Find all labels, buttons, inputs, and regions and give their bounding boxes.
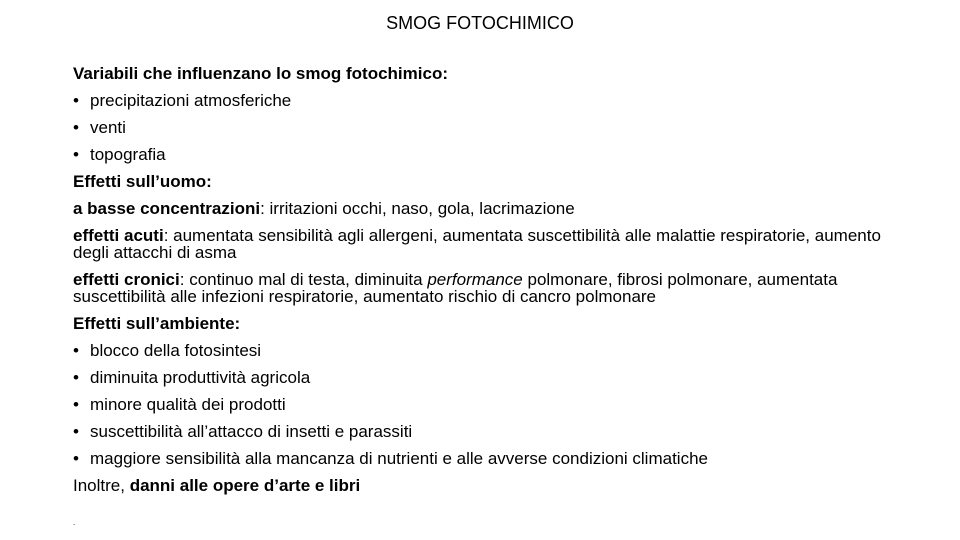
page-title: SMOG FOTOCHIMICO [386,13,574,33]
list-item: • topografia [73,141,913,168]
bullet-icon: • [73,368,79,387]
acute-effects-line: effetti acuti: aumentata sensibilità agli allergeni, aumentata suscettibilità alle malattie respiratorie, aumento degli attacchi di asma [73,226,881,262]
closing-line: Inoltre, danni alle opere d’arte e libri [73,476,361,495]
list-item: • minore qualità dei prodotti [73,391,913,418]
list-item: • suscettibilità all’attacco di insetti e parassiti [73,418,913,445]
bullet-icon: • [73,422,79,441]
human-effects-heading: Effetti sull’uomo: [73,172,212,191]
environment-effects-heading: Effetti sull’ambiente: [73,314,241,333]
bullet-icon: • [73,395,79,414]
bullet-icon: • [73,91,79,110]
low-concentration-line: a basse concentrazioni: irritazioni occhi, naso, gola, lacrimazione [73,199,575,218]
chronic-effects-line: effetti cronici: continuo mal di testa, diminuita performance polmonare, fibrosi polmonare, aumentata suscettibilità alle infezioni respiratorie, aumentato rischio di cancro polmonare [73,270,838,306]
slide-content [73,60,913,499]
list-item: • maggiore sensibilità alla mancanza di nutrienti e alle avverse condizioni climatiche [73,445,913,472]
bullet-icon: • [73,118,79,137]
list-item: • diminuita produttività agricola [73,364,913,391]
footer-mark: . [73,518,76,527]
bullet-icon: • [73,449,79,468]
list-item: • blocco della fotosintesi [73,337,913,364]
bullet-icon: • [73,145,79,164]
list-item: • precipitazioni atmosferiche [73,87,913,114]
list-item: • venti [73,114,913,141]
variables-heading: Variabili che influenzano lo smog fotochimico: [73,64,448,83]
bullet-icon: • [73,341,79,360]
